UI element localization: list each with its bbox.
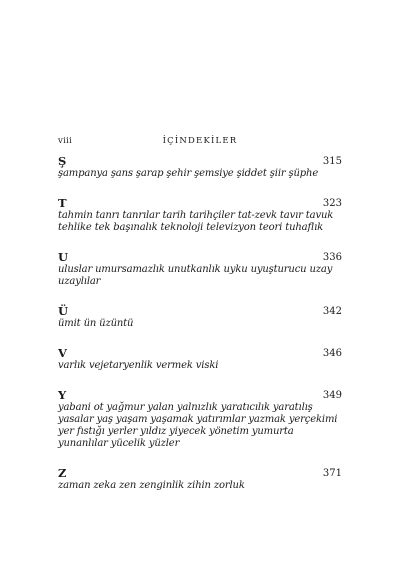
section-letter: V	[58, 346, 67, 360]
section-head	[58, 305, 342, 318]
toc-section-v	[58, 347, 342, 372]
section-page-number: 346	[322, 348, 342, 359]
section-head	[58, 389, 342, 402]
section-page-number: 336	[322, 252, 342, 263]
section-entries: şampanya şans şarap şehir şemsiye şiddet şiir şüphe	[58, 168, 319, 179]
toc-section-s-cedilla	[58, 155, 342, 180]
page-number: viii	[58, 136, 73, 146]
section-entries: varlık vejetaryenlik vermek viski	[58, 360, 219, 371]
toc-section-t	[58, 197, 342, 234]
section-entries: yabani ot yağmur yalan yalnızlık yaratıcılık yaratılış yasalar yaş yaşam yaşamak yatırımlar yazmak yerçekimi yer fıstığı yerler yıldız yiyecek yönetim yumurta yunanlılar yücelik yüzler	[58, 402, 338, 449]
toc-section-u-umlaut	[58, 305, 342, 330]
section-head	[58, 197, 342, 210]
table-of-contents	[58, 155, 342, 492]
section-entries: tahmin tanrı tanrılar tarih tarihçiler tat-zevk tavır tavuk tehlike tek başınalık teknoloji televizyon teori tuhaflık	[58, 210, 334, 233]
section-page-number: 323	[322, 198, 342, 209]
toc-section-y	[58, 389, 342, 450]
section-head	[58, 251, 342, 264]
toc-section-u	[58, 251, 342, 288]
section-page-number: 371	[322, 468, 342, 479]
section-page-number: 342	[322, 306, 342, 317]
section-letter: Ş	[58, 154, 67, 168]
section-letter: Z	[58, 466, 67, 480]
section-page-number: 349	[322, 390, 342, 401]
section-entries: zaman zeka zen zenginlik zihin zorluk	[58, 480, 245, 491]
section-page-number: 315	[322, 156, 342, 167]
section-letter: T	[58, 196, 67, 210]
section-entries: uluslar umursamazlık unutkanlık uyku uyuşturucu uzay uzaylılar	[58, 264, 333, 287]
toc-section-z	[58, 467, 342, 492]
section-head	[58, 467, 342, 480]
section-entries: ümit ün üzüntü	[58, 318, 134, 329]
running-title: İÇİNDEKİLER	[162, 136, 238, 146]
section-head	[58, 155, 342, 168]
section-letter: Y	[58, 388, 67, 402]
page-header	[58, 136, 342, 150]
section-head	[58, 347, 342, 360]
section-letter: U	[58, 250, 69, 264]
section-letter: Ü	[58, 304, 69, 318]
